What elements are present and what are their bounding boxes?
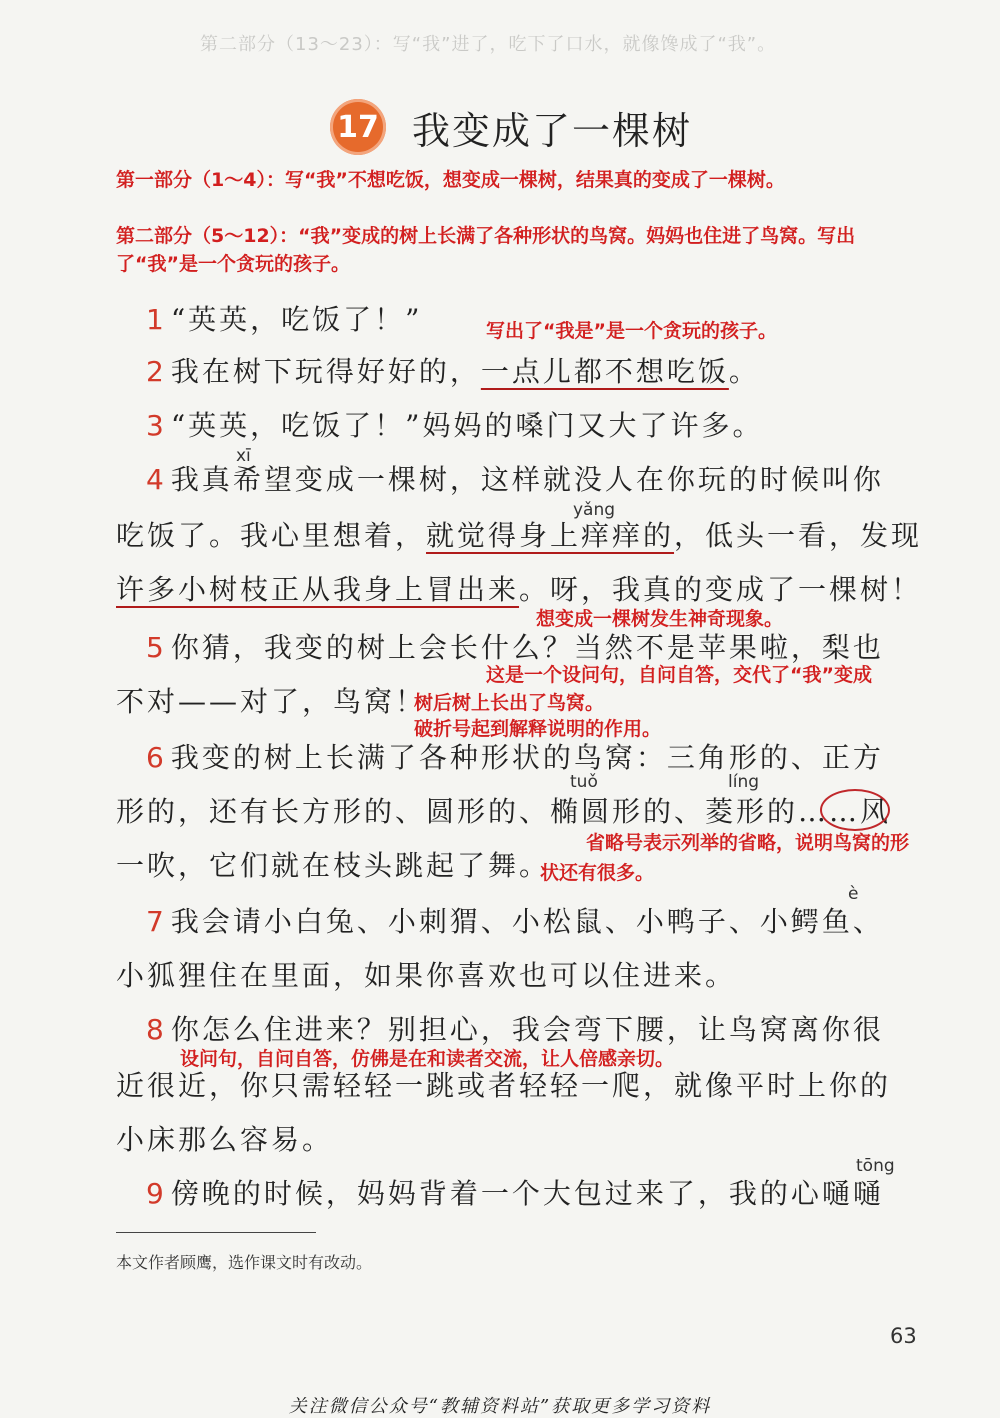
paragraph-number: 2: [146, 355, 167, 388]
paragraph-6-line-3: [116, 838, 916, 894]
paragraph-number: 1: [146, 303, 167, 336]
annotation-note: 设问句，自问自答，仿佛是在和读者交流，让人倍感亲切。: [180, 1048, 675, 1070]
paragraph-text: 吃饭了。我心里想着，: [116, 519, 427, 552]
annotation-note: 省略号表示列举的省略，说明鸟窝的形: [586, 832, 910, 854]
paragraph-7-line-1: [116, 894, 916, 950]
paragraph-text: “英英，吃饭了！”妈妈的嗓门又大了许多。: [170, 409, 764, 442]
pinyin-annotation: xī: [236, 446, 251, 466]
paragraph-8-line-2: [116, 1058, 916, 1114]
summary-part1: 第一部分（1～4）：写“我”不想吃饭，想变成一棵树，结果真的变成了一棵树。: [116, 169, 785, 191]
pinyin-annotation: è: [848, 884, 859, 904]
annotation-note: 这是一个设问句，自问自答，交代了“我”变成: [486, 664, 872, 686]
paragraph-4-line-1: [116, 452, 916, 508]
paragraph-9-line-1: [116, 1166, 916, 1222]
annotation-note: 破折号起到解释说明的作用。: [414, 718, 662, 740]
watermark-caption: 关注微信公众号“教辅资料站”获取更多学习资料: [288, 1396, 712, 1417]
paragraph-text: 近很近，你只需轻轻一跳或者轻轻一爬，就像平时上你的: [116, 1069, 892, 1102]
paragraph-8-line-3: [116, 1112, 916, 1168]
paragraph-text: 小狐狸住在里面，如果你喜欢也可以住进来。: [116, 959, 737, 992]
paragraph-text: 傍晚的时候，妈妈背着一个大包过来了，我的心嗵嗵: [170, 1177, 884, 1210]
paragraph-text: 你猜，我变的树上会长什么？当然不是苹果啦，梨也: [170, 631, 884, 664]
annotation-note: 写出了“我是”是一个贪玩的孩子。: [486, 320, 777, 342]
page-number: 63: [890, 1324, 917, 1348]
paragraph-text: 我会请小白兔、小刺猬、小松鼠、小鸭子、小鳄鱼、: [170, 905, 884, 938]
pinyin-annotation: yǎng: [573, 500, 616, 520]
lesson-number-badge: 17: [330, 99, 386, 155]
paragraph-text: 我变的树上长满了各种形状的鸟窝：三角形的、正方: [170, 741, 884, 774]
pinyin-annotation: líng: [728, 772, 760, 792]
paragraph-text: 一吹，它们就在枝头跳起了舞。: [116, 849, 551, 882]
paragraph-text: 形的，还有长方形的、圆形的、椭圆形的、菱形的……风: [116, 795, 892, 828]
paragraph-text: 小床那么容易。: [116, 1123, 334, 1156]
paragraph-2: [116, 344, 916, 400]
paragraph-text: ，低头一看，发现: [674, 519, 923, 552]
paragraph-number: 3: [146, 409, 167, 442]
paragraph-text: 。呀，我真的变成了一棵树！: [519, 573, 923, 606]
footnote-divider: [116, 1232, 316, 1233]
pinyin-annotation: tuǒ: [570, 772, 598, 792]
summary-part2: 第二部分（5～12）：“我”变成的树上长满了各种形状的鸟窝。妈妈也住进了鸟窝。写出了“我”是一个贪玩的孩子。: [116, 225, 856, 275]
underlined-text: 一点儿都不想吃饭: [480, 355, 729, 388]
paragraph-4-line-2: [116, 508, 923, 564]
paragraph-text: 我在树下玩得好好的，: [170, 355, 481, 388]
annotation-note: 树后树上长出了鸟窝。: [414, 692, 605, 714]
annotation-note: 想变成一棵树发生神奇现象。: [536, 608, 784, 630]
paragraph-text: 我真希望变成一棵树，这样就没人在你玩的时候叫你: [170, 463, 884, 496]
ellipsis-circle-mark: [820, 789, 890, 831]
paragraph-number: 4: [146, 463, 167, 496]
paragraph-number: 6: [146, 741, 167, 774]
underlined-text: 许多小树枝正从我身上冒出来: [116, 573, 520, 606]
paragraph-text: 你怎么住进来？别担心，我会弯下腰，让鸟窝离你很: [170, 1013, 884, 1046]
paragraph-number: 9: [146, 1177, 167, 1210]
bleed-through-text: 第二部分（13～23）：写“我”进了，吃下了口水，就像馋成了“我”。: [200, 34, 777, 55]
pinyin-annotation: tōng: [856, 1156, 895, 1176]
underlined-text: 就觉得身上痒痒的: [426, 519, 675, 552]
paragraph-4-line-3: [116, 562, 923, 618]
paragraph-7-line-2: [116, 948, 916, 1004]
paragraph-number: 8: [146, 1013, 167, 1046]
footnote: 本文作者顾鹰，选作课文时有改动。: [116, 1253, 373, 1272]
lesson-title: 我变成了一棵树: [412, 108, 693, 153]
annotation-note: 状还有很多。: [540, 862, 655, 884]
paragraph-text: 不对——对了，鸟窝！: [116, 685, 427, 718]
paragraph-number: 5: [146, 631, 167, 664]
paragraph-number: 7: [146, 905, 167, 938]
paragraph-text: “英英，吃饭了！”: [170, 303, 423, 336]
lesson-header: [330, 96, 692, 158]
paragraph-text: 。: [728, 355, 760, 388]
paragraph-6-line-1: [116, 730, 916, 786]
